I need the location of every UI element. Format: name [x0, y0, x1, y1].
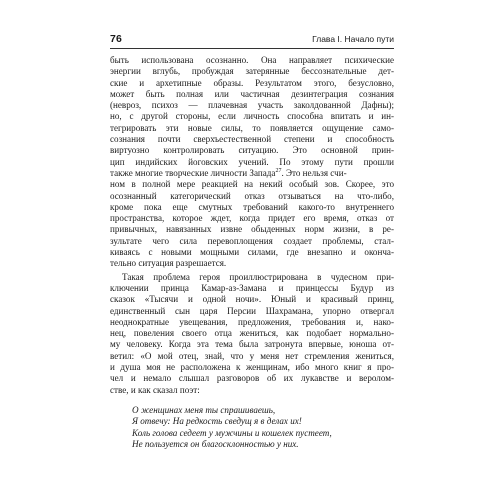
text-line: может быть полная или частичная дезинтеграция сознания	[110, 88, 394, 99]
text-line: тельно ситуация разрешается.	[110, 258, 227, 269]
text-line: и душа моя не расположена к женщинам, ибо много книг я про-	[110, 362, 394, 373]
text-line: сознания почти сверхъестественной степени и способность	[110, 134, 394, 145]
text-line: ном в полной мере реакцией на некий особый зов. Скорее, это	[110, 179, 394, 190]
text-line: энергии вглубь, пробуждая затерянные бессознательные дет-	[110, 66, 394, 77]
text-line: зультате чего сила перевоплощения создает проблемы, стал-	[110, 235, 394, 246]
text-line: стве, и как сказал поэт:	[110, 384, 200, 395]
text-line: му человеку. Когда эта тема была затронута впервые, юноша от-	[110, 339, 394, 350]
paragraph	[110, 272, 394, 396]
text-line: (невроз, психоз — плачевная участь заколдованной Дафны);	[110, 100, 394, 111]
text-line: но, с другой стороны, если личность способна впитать и ин-	[110, 111, 394, 122]
verse-line: Не пользуется он благосклонностью у них.	[132, 439, 299, 450]
verse-quote	[110, 405, 394, 451]
text-line: цип индийских йоговских учений. По этому пути прошли	[110, 156, 394, 167]
text-line: чел и немало слышал разговоров об их лукавстве и веролом-	[110, 373, 394, 384]
text-line	[110, 168, 394, 179]
text-fragment: также многие творческие личности Запада	[110, 167, 276, 178]
text-line: Такая проблема героя проиллюстрирована в чудесном при-	[122, 271, 394, 282]
text-line: пространства, которое ждет, когда придет его время, отказ от	[110, 213, 394, 224]
text-line: единственный сын царя Персии Шахрамана, упорно отвергал	[110, 305, 394, 316]
body-text	[110, 55, 394, 450]
text-line: сказок «Тысячи и одной ночи». Юный и красивый принц,	[110, 294, 394, 305]
text-line: неоднократные увещевания, предложения, требования и, нако-	[110, 316, 394, 327]
page-header	[110, 33, 394, 47]
text-line: киваясь с новыми мощными силами, где внезапно и оконча-	[110, 247, 394, 258]
paragraph	[110, 55, 394, 270]
page-number: 76	[110, 33, 123, 45]
footnote-marker[interactable]: 27	[275, 167, 282, 174]
text-line: ские и архетипные образы. Результатом этого, безусловно,	[110, 77, 394, 88]
text-line: виртуозно контролировать ситуацию. Это основной прин-	[110, 145, 394, 156]
text-line: ключении принца Камар-аз-Замана и принцессы Будур из	[110, 282, 394, 293]
text-fragment: . Это нельзя счи-	[281, 167, 347, 178]
verse-line: Я отвечу: На редкость сведущ я в делах их!	[132, 416, 302, 427]
text-line: тегрировать эти новые силы, то появляется ощущение само-	[110, 122, 394, 133]
header-rule	[110, 48, 394, 49]
text-line: быть использована осознанно. Она направляет психические	[110, 55, 394, 65]
verse-line: О женщинах меня ты спрашиваешь,	[132, 404, 276, 415]
text-line: привычных, навязанных извне обыденных норм жизни, в ре-	[110, 224, 394, 235]
text-line: осознанный категорический отказ отзываться на что-либо,	[110, 190, 394, 201]
text-line: кроме пока еще смутных требований какого-то внутреннего	[110, 201, 394, 212]
text-line: ветил: «О мой отец, знай, что у меня нет стремления жениться,	[110, 350, 394, 361]
text-line: нец, повеления своего отца жениться, как подобает нормально-	[110, 328, 394, 339]
verse-line: Коль голова седеет у мужчины и кошелек пустеет,	[132, 427, 332, 438]
running-head: Глава I. Начало пути	[312, 34, 394, 44]
